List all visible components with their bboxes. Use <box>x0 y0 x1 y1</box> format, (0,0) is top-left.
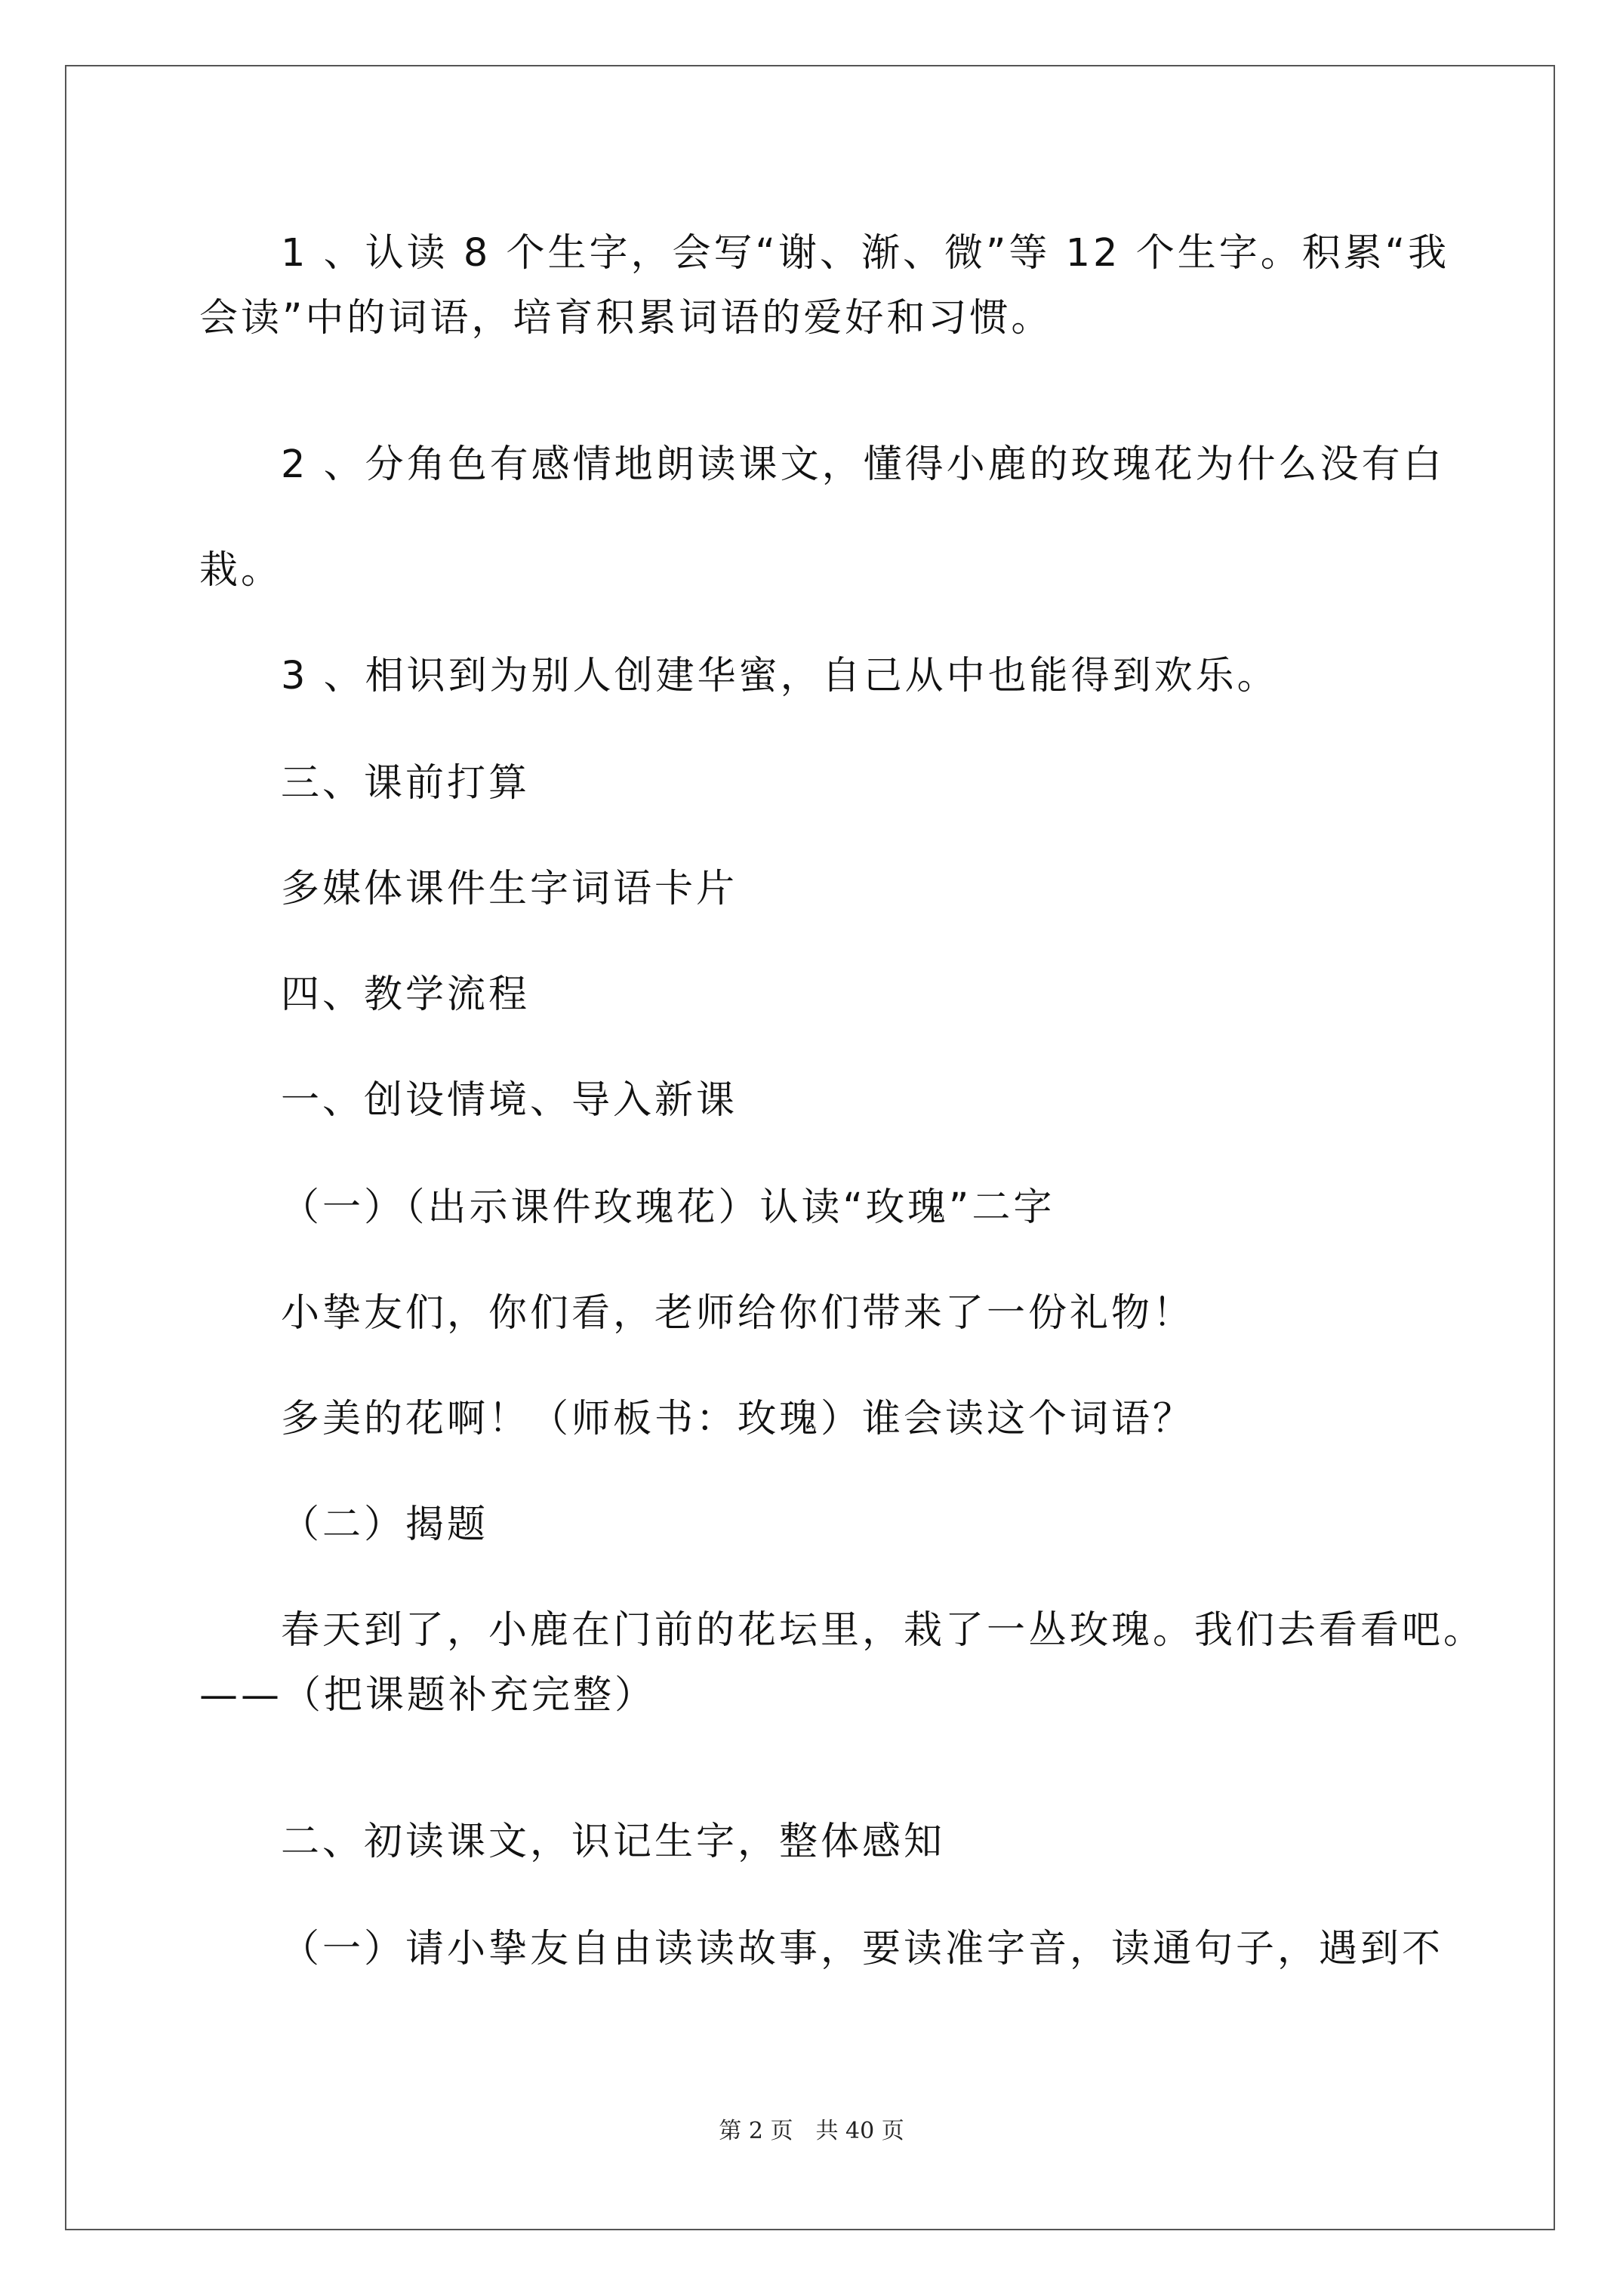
subsection-heading-1: 一、创设情境、导入新课 <box>281 1078 738 1123</box>
section-heading-preparation: 三、课前打算 <box>281 761 531 806</box>
text-line-10: （一）（出示课件玫瑰花）认读“玫瑰”二字 <box>281 1185 1055 1230</box>
text-line-15: ——（把课题补充完整） <box>199 1673 657 1718</box>
text-line-4: 栽。 <box>199 548 283 593</box>
text-line-11: 小挚友们，你们看，老师给你们带来了一份礼物！ <box>281 1291 1195 1336</box>
text-line-7: 多媒体课件生字词语卡片 <box>281 867 738 911</box>
text-line-12: 多美的花啊！（师板书：玫瑰）谁会读这个词语？ <box>281 1397 1195 1441</box>
subsection-heading-2: 二、初读课文，识记生字，整体感知 <box>281 1820 946 1864</box>
text-line-3: 2 、分角色有感情地朗读课文，懂得小鹿的玫瑰花为什么没有白 <box>281 442 1445 487</box>
page-footer: 第 2 页 共 40 页 <box>719 2118 904 2144</box>
text-line-1: 1 、认读 8 个生字，会写“谢、渐、微”等 12 个生字。积累“我 <box>281 231 1450 276</box>
text-line-14: 春天到了，小鹿在门前的花坛里，栽了一丛玫瑰。我们去看看吧。 <box>281 1608 1486 1653</box>
page-border <box>65 65 1555 2230</box>
text-line-17: （一）请小挚友自由读读故事，要读准字音，读通句子，遇到不 <box>281 1927 1444 1971</box>
text-line-5: 3 、相识到为别人创建华蜜，自己从中也能得到欢乐。 <box>281 654 1279 698</box>
text-line-13: （二）揭题 <box>281 1502 489 1547</box>
text-line-2: 会读”中的词语，培育积累词语的爱好和习惯。 <box>199 296 1053 341</box>
section-heading-process: 四、教学流程 <box>281 972 531 1017</box>
